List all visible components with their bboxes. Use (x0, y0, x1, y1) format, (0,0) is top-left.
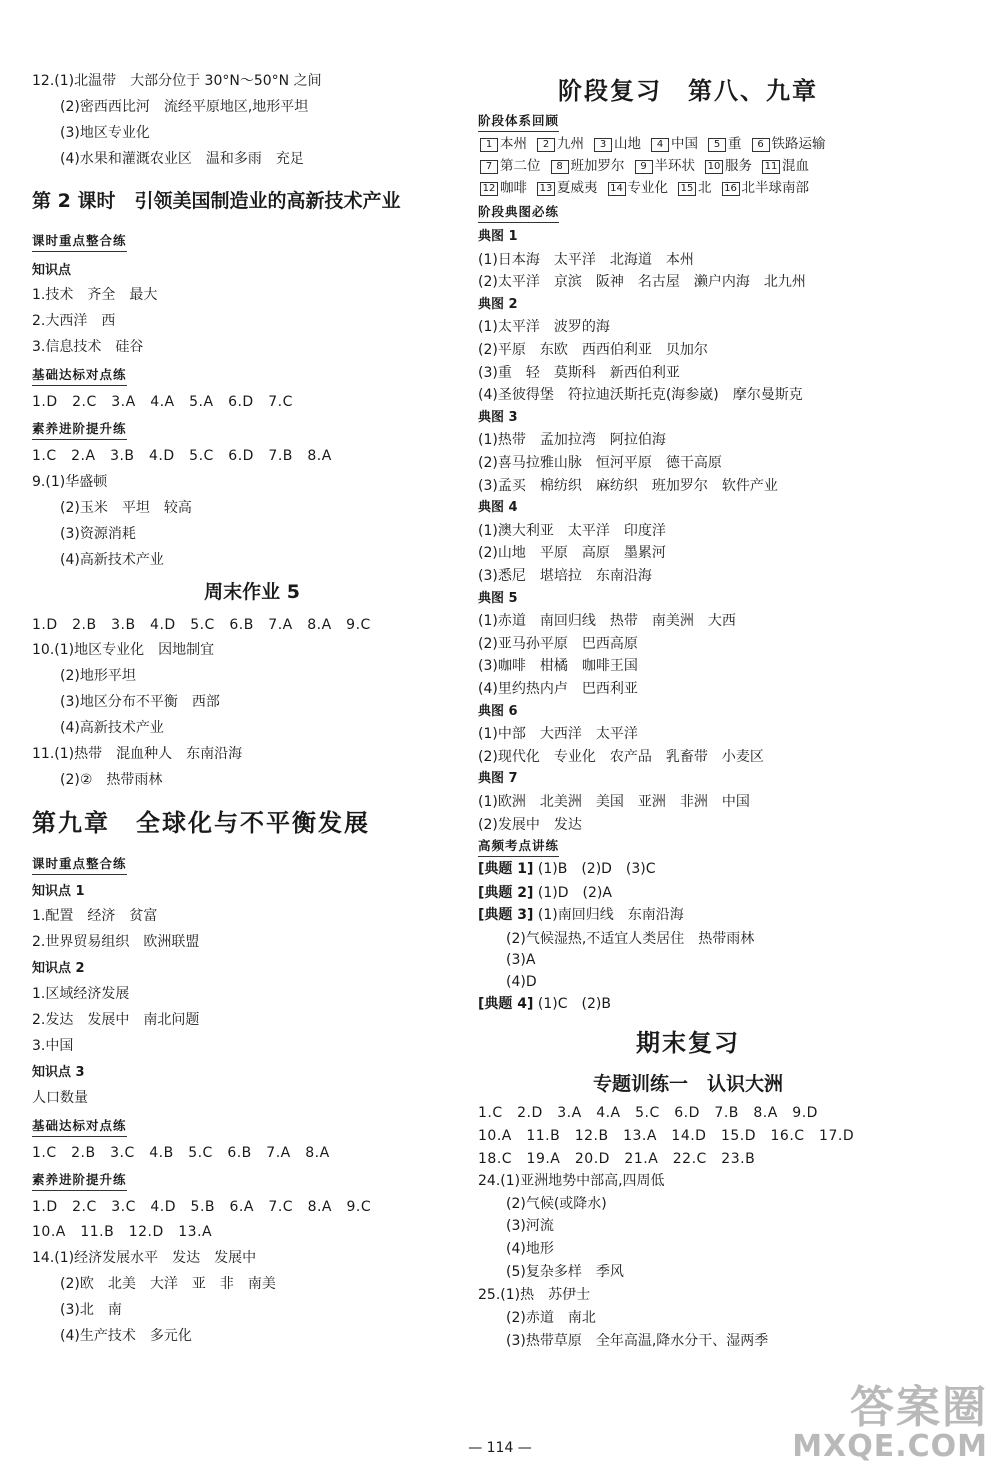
grid-row (480, 133, 836, 155)
question-tag: 典题 1 (484, 861, 528, 877)
answer-line: (4)圣彼得堡 符拉迪沃斯托克(海参崴) 摩尔曼斯克 (478, 387, 803, 404)
answer-line: (3)热带草原 全年高温,降水分干、湿两季 (506, 1333, 769, 1349)
answer-line: (2)山地 平原 高原 墨累河 (478, 545, 666, 562)
grid-cell (608, 177, 669, 199)
answer-line: (2)气候(或降水) (506, 1196, 607, 1212)
review-answer-grid (480, 133, 836, 199)
answer-line: 2.世界贸易组织 欧洲联盟 (32, 934, 200, 950)
section-tag: 高频考点讲练 (478, 837, 559, 857)
grid-cell-number: 9 (635, 160, 653, 174)
map-heading: 典图 3 (478, 409, 518, 425)
answer-line: (3)地区专业化 (60, 125, 150, 141)
grid-cell (635, 155, 696, 177)
grid-cell-text: 本州 (500, 136, 527, 152)
answer-line: (4)水果和灌溉农业区 温和多雨 充足 (60, 151, 304, 167)
section-tag: 基础达标对点练 (32, 1117, 127, 1137)
weekend-title: 周末作业 5 (204, 581, 300, 603)
answer-line: (2)现代化 专业化 农产品 乳畜带 小麦区 (478, 748, 764, 765)
answer-line: (1)中部 大西洋 太平洋 (478, 726, 638, 743)
answer-line: (1)赤道 南回归线 热带 南美洲 大西 (478, 613, 736, 630)
answer-line: (4)里约热内卢 巴西利亚 (478, 681, 638, 697)
answer-line: 12.(1)北温带 大部分位于 30°N～50°N 之间 (32, 73, 322, 89)
answer-line: (4)高新技术产业 (60, 720, 164, 736)
answer-line: 9.(1)华盛顿 (32, 474, 108, 490)
grid-cell-text: 咖啡 (500, 180, 527, 196)
typical-question-1: [典题 1] (1)B (2)D (3)C (478, 861, 656, 877)
answer-line: (1)澳大利亚 太平洋 印度洋 (478, 522, 666, 539)
answer-line: 1.配置 经济 贫富 (32, 908, 158, 924)
grid-cell (480, 155, 541, 177)
watermark-logo (792, 1382, 988, 1464)
answer-line: (3)重 轻 莫斯科 新西伯利亚 (478, 364, 680, 381)
grid-cell-number: 13 (537, 182, 555, 196)
knowledge-point-heading: 知识点 2 (32, 961, 85, 976)
answer-line: (2)喜马拉雅山脉 恒河平原 德干高原 (478, 455, 722, 471)
question-tag: 典题 3 (484, 907, 528, 923)
final-review-title: 期末复习 (636, 1029, 740, 1057)
answer-line: 25.(1)热 苏伊士 (478, 1287, 591, 1303)
answer-line: 人口数量 (32, 1090, 88, 1106)
grid-cell (480, 177, 527, 199)
answer-line: (1)欧洲 北美洲 美国 亚洲 非洲 中国 (478, 794, 750, 810)
grid-cell (708, 133, 742, 155)
choice-answers: 1.C 2.D 3.A 4.A 5.C 6.D 7.B 8.A 9.D (478, 1105, 818, 1121)
answer-line: 10.(1)地区专业化 因地制宜 (32, 642, 215, 658)
answer-line: (2)欧 北美 大洋 亚 非 南美 (60, 1276, 276, 1292)
grid-cell-text: 中国 (671, 136, 698, 152)
map-heading: 典图 7 (478, 771, 518, 787)
grid-cell (480, 133, 527, 155)
map-heading: 典图 1 (478, 229, 518, 244)
answer-line: (4)生产技术 多元化 (60, 1328, 192, 1344)
choice-answers: 1.D 2.C 3.A 4.A 5.A 6.D 7.C (32, 394, 293, 410)
grid-cell-number: 4 (651, 138, 669, 152)
answer-line: (2)玉米 平坦 较高 (60, 500, 192, 516)
answer-line: (4)高新技术产业 (60, 552, 164, 568)
question-tag: 典题 4 (484, 996, 528, 1012)
choice-answers: 18.C 19.A 20.D 21.A 22.C 23.B (478, 1151, 756, 1167)
grid-cell-number: 6 (752, 138, 770, 152)
map-heading: 典图 5 (478, 590, 518, 606)
watermark-text: 答案圈 (850, 1382, 988, 1433)
choice-answers: 1.D 2.B 3.B 4.D 5.C 6.B 7.A 8.A 9.C (32, 617, 371, 633)
grid-cell-text: 专业化 (627, 180, 668, 196)
answer-line: (3)咖啡 柑橘 咖啡王国 (478, 658, 638, 675)
grid-cell (762, 155, 809, 177)
choice-answers: 10.A 11.B 12.D 13.A (32, 1224, 213, 1240)
grid-cell-text: 山地 (614, 136, 641, 152)
grid-cell-number: 11 (762, 160, 780, 174)
answer-line: (4)D (506, 974, 537, 990)
answer-text: (1)南回归线 东南沿海 (537, 907, 684, 923)
grid-cell-text: 夏威夷 (557, 180, 598, 196)
grid-cell (678, 177, 712, 199)
answer-line: (2)密西西比河 流经平原地区,地形平坦 (60, 99, 309, 115)
answer-line: (3)河流 (506, 1218, 554, 1234)
section-tag: 阶段典图必练 (478, 203, 559, 223)
grid-cell (705, 155, 752, 177)
map-heading: 典图 4 (478, 500, 518, 516)
answer-line: 2.发达 发展中 南北问题 (32, 1012, 200, 1028)
answer-line: (2)太平洋 京滨 阪神 名古屋 濑户内海 北九州 (478, 274, 806, 291)
section-tag: 素养进阶提升练 (32, 420, 127, 440)
answer-line: (5)复杂多样 季风 (506, 1264, 624, 1280)
section-tag: 阶段体系回顾 (478, 112, 559, 132)
topic-title: 专题训练一 认识大洲 (592, 1073, 783, 1095)
answer-line: (2)发展中 发达 (478, 816, 582, 833)
answer-line: (1)日本海 太平洋 北海道 本州 (478, 251, 694, 268)
grid-cell-number: 5 (708, 138, 726, 152)
grid-cell-text: 北 (698, 180, 712, 196)
map-heading: 典图 6 (478, 703, 518, 719)
answer-text: (1)C (2)B (537, 996, 611, 1012)
answer-line: (2)地形平坦 (60, 668, 136, 684)
choice-answers: 1.C 2.A 3.B 4.D 5.C 6.D 7.B 8.A (32, 448, 332, 464)
grid-row (480, 177, 836, 199)
answer-line: (3)资源消耗 (60, 526, 136, 542)
answer-line: (4)地形 (506, 1241, 554, 1257)
answer-line: (3)悉尼 堪培拉 东南沿海 (478, 568, 652, 584)
section-tag: 课时重点整合练 (32, 855, 127, 875)
answer-line: 1.区域经济发展 (32, 986, 130, 1002)
answer-line: (2)气候湿热,不适宜人类居住 热带雨林 (506, 931, 755, 947)
grid-cell-text: 混血 (782, 158, 809, 174)
map-heading: 典图 2 (478, 296, 518, 312)
grid-cell-number: 1 (480, 138, 498, 152)
knowledge-point-heading: 知识点 (32, 263, 72, 278)
grid-cell-number: 8 (551, 160, 569, 174)
grid-cell (551, 155, 625, 177)
grid-cell-number: 15 (678, 182, 696, 196)
page-number: — 114 — (468, 1440, 532, 1456)
grid-cell (594, 133, 641, 155)
grid-cell-text: 铁路运输 (771, 136, 826, 152)
grid-cell-text: 重 (728, 136, 742, 152)
answer-line: (3)地区分布不平衡 西部 (60, 694, 220, 710)
answer-line: 14.(1)经济发展水平 发达 发展中 (32, 1250, 257, 1266)
watermark-url: MXQE.COM (792, 1429, 988, 1464)
answer-line: (2)平原 东欧 西西伯利亚 贝加尔 (478, 342, 708, 358)
grid-cell-text: 九州 (557, 136, 584, 152)
grid-cell-number: 16 (722, 182, 740, 196)
answer-line: 3.信息技术 硅谷 (32, 339, 144, 355)
grid-cell-text: 北半球南部 (741, 180, 809, 196)
answer-text: (1)B (2)D (3)C (537, 861, 656, 877)
answer-line: (2)② 热带雨林 (60, 772, 163, 788)
question-tag: 典题 2 (484, 885, 528, 901)
choice-answers: 10.A 11.B 12.B 13.A 14.D 15.D 16.C 17.D (478, 1128, 855, 1144)
answer-line: (1)热带 孟加拉湾 阿拉伯海 (478, 432, 666, 449)
typical-question-3: [典题 3] (1)南回归线 东南沿海 (478, 907, 684, 923)
knowledge-point-heading: 知识点 3 (32, 1065, 85, 1080)
grid-cell (537, 177, 598, 199)
answer-line: (3)孟买 棉纺织 麻纺织 班加罗尔 软件产业 (478, 477, 778, 494)
section-tag: 基础达标对点练 (32, 366, 127, 386)
answer-line: (2)亚马孙平原 巴西高原 (478, 635, 638, 652)
answer-line: 11.(1)热带 混血种人 东南沿海 (32, 746, 243, 762)
grid-cell-number: 3 (594, 138, 612, 152)
chapter-title: 第九章 全球化与不平衡发展 (32, 809, 370, 837)
answer-line: 2.大西洋 西 (32, 313, 116, 329)
stage-review-title: 阶段复习 第八、九章 (558, 77, 818, 105)
answer-line: 1.技术 齐全 最大 (32, 287, 158, 303)
choice-answers: 1.C 2.B 3.C 4.B 5.C 6.B 7.A 8.A (32, 1145, 330, 1161)
grid-cell-number: 14 (608, 182, 626, 196)
grid-cell (651, 133, 698, 155)
grid-cell (722, 177, 810, 199)
section-tag: 素养进阶提升练 (32, 1171, 127, 1191)
answer-line: (3)北 南 (60, 1302, 122, 1318)
answer-line: 24.(1)亚洲地势中部高,四周低 (478, 1173, 665, 1189)
grid-cell-text: 服务 (725, 158, 752, 174)
grid-cell-number: 10 (705, 160, 723, 174)
answer-line: (3)A (506, 952, 536, 968)
grid-cell-number: 12 (480, 182, 498, 196)
answer-line: 3.中国 (32, 1038, 74, 1054)
typical-question-2: [典题 2] (1)D (2)A (478, 885, 612, 901)
lesson-title: 第 2 课时 引领美国制造业的高新技术产业 (32, 190, 401, 212)
grid-cell-text: 第二位 (500, 158, 541, 174)
grid-cell-number: 7 (480, 160, 498, 174)
section-tag: 课时重点整合练 (32, 232, 127, 252)
typical-question-4: [典题 4] (1)C (2)B (478, 996, 611, 1012)
grid-cell (537, 133, 584, 155)
grid-cell-text: 半环状 (654, 158, 695, 174)
answer-text: (1)D (2)A (537, 885, 612, 901)
answer-line: (1)太平洋 波罗的海 (478, 319, 610, 336)
grid-cell-text: 班加罗尔 (570, 158, 625, 174)
choice-answers: 1.D 2.C 3.C 4.D 5.B 6.A 7.C 8.A 9.C (32, 1199, 372, 1215)
grid-row (480, 155, 836, 177)
grid-cell-number: 2 (537, 138, 555, 152)
knowledge-point-heading: 知识点 1 (32, 884, 85, 899)
grid-cell (752, 133, 826, 155)
answer-line: (2)赤道 南北 (506, 1310, 596, 1326)
